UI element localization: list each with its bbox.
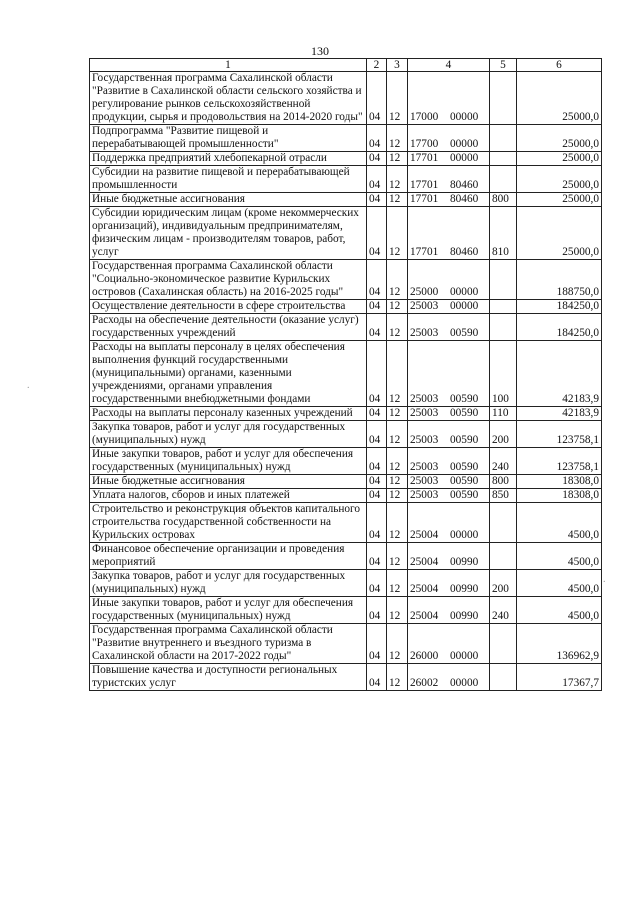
table-row: [90, 407, 602, 421]
row-expense-type: 100: [490, 341, 517, 407]
row-expense-type: [490, 503, 517, 543]
row-target-article: [408, 72, 490, 125]
row-target-article-sub: 00990: [450, 610, 479, 622]
table-row: [90, 125, 602, 152]
row-expense-type: 110: [490, 407, 517, 421]
row-name: Государственная программа Сахалинской области "Развитие внутреннего и въездного туризма в Сахалинской области на 2017-2022 годы": [90, 624, 367, 664]
table-row: [90, 489, 602, 503]
row-target-article-main: 17701: [410, 152, 439, 164]
header-col-5: 5: [490, 59, 517, 72]
row-expense-type: [490, 125, 517, 152]
row-name: Иные бюджетные ассигнования: [90, 475, 367, 489]
row-target-article-main: 25003: [410, 461, 439, 473]
row-expense-type: 200: [490, 570, 517, 597]
row-target-article-sub: 00590: [450, 461, 479, 473]
row-target-article-sub: 00000: [450, 300, 479, 312]
row-target-article-sub: 00000: [450, 152, 479, 164]
row-subsection: 12: [387, 570, 408, 597]
row-target-article-main: 25003: [410, 300, 439, 312]
row-target-article-main: 25003: [410, 393, 439, 405]
row-section: 04: [367, 489, 387, 503]
table-row: [90, 624, 602, 664]
row-name: Государственная программа Сахалинской области "Развитие в Сахалинской области сельского хозяйства и регулирование рынков сельскохозяйственной продукции, сырья и продовольствия на 2014-2020 годы": [90, 72, 367, 125]
row-expense-type: [490, 543, 517, 570]
row-name: Закупка товаров, работ и услуг для государственных (муниципальных) нужд: [90, 570, 367, 597]
table-row: [90, 475, 602, 489]
row-section: 04: [367, 193, 387, 207]
row-name: Финансовое обеспечение организации и проведения мероприятий: [90, 543, 367, 570]
row-section: 04: [367, 543, 387, 570]
row-section: 04: [367, 260, 387, 300]
row-section: 04: [367, 475, 387, 489]
row-target-article: [408, 193, 490, 207]
row-target-article-sub: 00000: [450, 677, 479, 689]
row-subsection: 12: [387, 300, 408, 314]
row-name: Строительство и реконструкция объектов капитального строительства государственной собственности на Курильских островах: [90, 503, 367, 543]
row-target-article: [408, 341, 490, 407]
row-name: Иные закупки товаров, работ и услуг для обеспечения государственных (муниципальных) нужд: [90, 448, 367, 475]
row-subsection: 12: [387, 125, 408, 152]
row-expense-type: 240: [490, 597, 517, 624]
row-subsection: 12: [387, 193, 408, 207]
row-section: 04: [367, 341, 387, 407]
row-section: 04: [367, 300, 387, 314]
row-target-article: [408, 314, 490, 341]
row-expense-type: 810: [490, 207, 517, 260]
row-amount: 4500,0: [517, 543, 602, 570]
row-subsection: 12: [387, 407, 408, 421]
row-target-article-sub: 00590: [450, 327, 479, 339]
row-amount: 25000,0: [517, 207, 602, 260]
row-target-article: [408, 597, 490, 624]
table-row: [90, 664, 602, 691]
row-amount: 123758,1: [517, 421, 602, 448]
row-subsection: 12: [387, 207, 408, 260]
row-target-article: [408, 624, 490, 664]
row-amount: 136962,9: [517, 624, 602, 664]
row-subsection: 12: [387, 166, 408, 193]
row-expense-type: [490, 166, 517, 193]
row-target-article-sub: 00000: [450, 286, 479, 298]
row-amount: 4500,0: [517, 570, 602, 597]
row-target-article-sub: 00590: [450, 393, 479, 405]
row-target-article: [408, 543, 490, 570]
row-expense-type: 200: [490, 421, 517, 448]
row-target-article-sub: 80460: [450, 179, 479, 191]
row-amount: 184250,0: [517, 300, 602, 314]
row-subsection: 12: [387, 489, 408, 503]
page-number: 130: [311, 44, 329, 58]
row-section: 04: [367, 152, 387, 166]
margin-dot: .: [27, 380, 30, 391]
row-subsection: 12: [387, 314, 408, 341]
row-section: 04: [367, 664, 387, 691]
row-target-article-sub: 00000: [450, 650, 479, 662]
table-row: [90, 341, 602, 407]
row-amount: 25000,0: [517, 166, 602, 193]
row-expense-type: [490, 664, 517, 691]
row-amount: 188750,0: [517, 260, 602, 300]
row-target-article: [408, 407, 490, 421]
row-target-article-main: 25003: [410, 475, 439, 487]
row-target-article: [408, 448, 490, 475]
row-target-article: [408, 260, 490, 300]
row-target-article-main: 17700: [410, 138, 439, 150]
table-row: [90, 300, 602, 314]
row-subsection: 12: [387, 341, 408, 407]
table-row: [90, 152, 602, 166]
row-subsection: 12: [387, 543, 408, 570]
header-col-6: 6: [517, 59, 602, 72]
row-name: Поддержка предприятий хлебопекарной отрасли: [90, 152, 367, 166]
row-section: 04: [367, 125, 387, 152]
row-name: Расходы на выплаты персоналу в целях обеспечения выполнения функций государственными (муниципальными) органами, казенными учреждениями, органами управления государственными внебюджетными фондами: [90, 341, 367, 407]
row-amount: 4500,0: [517, 597, 602, 624]
row-subsection: 12: [387, 152, 408, 166]
row-expense-type: 800: [490, 475, 517, 489]
row-expense-type: [490, 152, 517, 166]
row-expense-type: [490, 624, 517, 664]
row-amount: 18308,0: [517, 475, 602, 489]
row-name: Государственная программа Сахалинской области "Социально-экономическое развитие Курильских островов (Сахалинская область) на 2016-2025 годы": [90, 260, 367, 300]
row-target-article-sub: 80460: [450, 246, 479, 258]
row-section: 04: [367, 597, 387, 624]
row-target-article: [408, 166, 490, 193]
row-expense-type: [490, 300, 517, 314]
header-col-2: 2: [367, 59, 387, 72]
row-subsection: 12: [387, 72, 408, 125]
table-header-row: [90, 59, 602, 72]
budget-table: [89, 58, 602, 691]
row-subsection: 12: [387, 664, 408, 691]
row-target-article: [408, 475, 490, 489]
row-section: 04: [367, 207, 387, 260]
table-row: [90, 448, 602, 475]
row-target-article-main: 25003: [410, 407, 439, 419]
row-section: 04: [367, 421, 387, 448]
row-expense-type: 850: [490, 489, 517, 503]
row-target-article-sub: 00590: [450, 489, 479, 501]
row-name: Иные закупки товаров, работ и услуг для обеспечения государственных (муниципальных) нужд: [90, 597, 367, 624]
row-target-article-main: 25004: [410, 556, 439, 568]
row-target-article-main: 17701: [410, 246, 439, 258]
row-expense-type: [490, 72, 517, 125]
row-target-article-sub: 00590: [450, 434, 479, 446]
row-amount: 184250,0: [517, 314, 602, 341]
row-name: Подпрограмма "Развитие пищевой и перерабатывающей промышленности": [90, 125, 367, 152]
row-name: Расходы на обеспечение деятельности (оказание услуг) государственных учреждений: [90, 314, 367, 341]
table-row: [90, 207, 602, 260]
row-amount: 25000,0: [517, 72, 602, 125]
row-target-article-sub: 00990: [450, 583, 479, 595]
row-target-article-main: 17000: [410, 111, 439, 123]
row-target-article-main: 25004: [410, 583, 439, 595]
row-section: 04: [367, 570, 387, 597]
row-section: 04: [367, 503, 387, 543]
row-target-article-sub: 00590: [450, 475, 479, 487]
row-name: Расходы на выплаты персоналу казенных учреждений: [90, 407, 367, 421]
row-section: 04: [367, 624, 387, 664]
header-col-4: 4: [408, 59, 490, 72]
row-name: Осуществление деятельности в сфере строительства: [90, 300, 367, 314]
row-target-article-main: 26002: [410, 677, 439, 689]
row-target-article-main: 17701: [410, 179, 439, 191]
row-amount: 25000,0: [517, 152, 602, 166]
row-name: Уплата налогов, сборов и иных платежей: [90, 489, 367, 503]
row-name: Субсидии на развитие пищевой и перерабатывающей промышленности: [90, 166, 367, 193]
row-target-article-main: 25003: [410, 434, 439, 446]
row-amount: 123758,1: [517, 448, 602, 475]
row-target-article-main: 25000: [410, 286, 439, 298]
table-row: [90, 72, 602, 125]
row-expense-type: 240: [490, 448, 517, 475]
header-col-3: 3: [387, 59, 408, 72]
row-name: Закупка товаров, работ и услуг для государственных (муниципальных) нужд: [90, 421, 367, 448]
row-target-article: [408, 503, 490, 543]
row-name: Повышение качества и доступности региональных туристских услуг: [90, 664, 367, 691]
row-section: 04: [367, 72, 387, 125]
row-section: 04: [367, 448, 387, 475]
row-target-article-main: 25003: [410, 489, 439, 501]
row-amount: 17367,7: [517, 664, 602, 691]
row-subsection: 12: [387, 624, 408, 664]
row-amount: 18308,0: [517, 489, 602, 503]
row-target-article-sub: 00990: [450, 556, 479, 568]
row-name: Субсидии юридическим лицам (кроме некоммерческих организаций), индивидуальным предпринимателям, физическим лицам - производителям товаров, работ, услуг: [90, 207, 367, 260]
table-row: [90, 597, 602, 624]
row-target-article: [408, 664, 490, 691]
row-expense-type: [490, 314, 517, 341]
row-target-article-main: 25003: [410, 327, 439, 339]
row-section: 04: [367, 314, 387, 341]
row-target-article: [408, 421, 490, 448]
table-row: [90, 543, 602, 570]
row-target-article: [408, 125, 490, 152]
row-target-article-sub: 80460: [450, 193, 479, 205]
row-target-article-sub: 00590: [450, 407, 479, 419]
header-col-1: 1: [90, 59, 367, 72]
row-target-article: [408, 207, 490, 260]
table-row: [90, 570, 602, 597]
row-amount: 42183,9: [517, 341, 602, 407]
row-section: 04: [367, 407, 387, 421]
table-row: [90, 166, 602, 193]
row-target-article-sub: 00000: [450, 529, 479, 541]
table-row: [90, 314, 602, 341]
row-subsection: 12: [387, 503, 408, 543]
margin-dot: .: [603, 574, 606, 585]
row-target-article-sub: 00000: [450, 138, 479, 150]
row-amount: 4500,0: [517, 503, 602, 543]
table-row: [90, 421, 602, 448]
table-row: [90, 260, 602, 300]
row-subsection: 12: [387, 597, 408, 624]
table-row: [90, 503, 602, 543]
row-target-article-main: 17701: [410, 193, 439, 205]
row-target-article: [408, 570, 490, 597]
row-target-article: [408, 300, 490, 314]
row-subsection: 12: [387, 475, 408, 489]
row-expense-type: [490, 260, 517, 300]
row-subsection: 12: [387, 421, 408, 448]
row-subsection: 12: [387, 260, 408, 300]
row-target-article-sub: 00000: [450, 111, 479, 123]
row-subsection: 12: [387, 448, 408, 475]
row-target-article: [408, 489, 490, 503]
row-amount: 42183,9: [517, 407, 602, 421]
row-target-article: [408, 152, 490, 166]
row-amount: 25000,0: [517, 125, 602, 152]
row-amount: 25000,0: [517, 193, 602, 207]
row-name: Иные бюджетные ассигнования: [90, 193, 367, 207]
row-target-article-main: 26000: [410, 650, 439, 662]
table-row: [90, 193, 602, 207]
row-section: 04: [367, 166, 387, 193]
row-expense-type: 800: [490, 193, 517, 207]
row-target-article-main: 25004: [410, 610, 439, 622]
row-target-article-main: 25004: [410, 529, 439, 541]
